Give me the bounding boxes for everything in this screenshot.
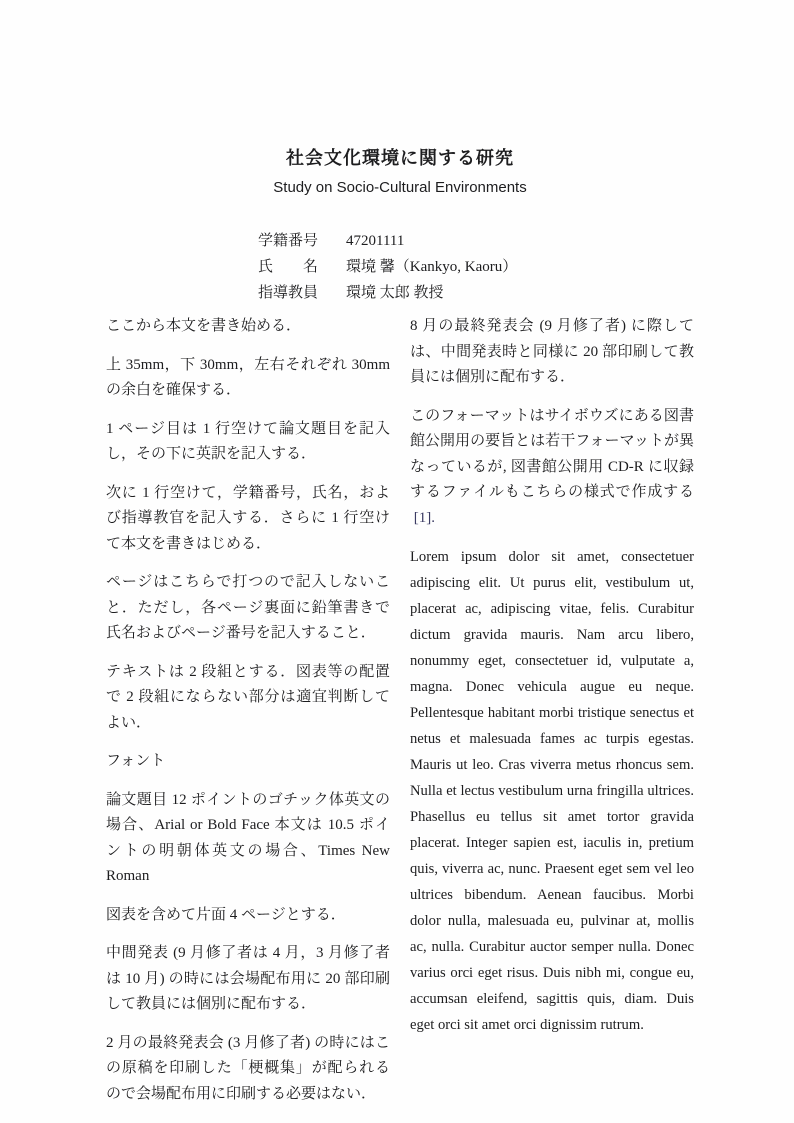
student-id-value: 47201111: [346, 233, 405, 249]
citation-ref: [1].: [413, 509, 435, 526]
paragraph: 上 35mm，下 30mm，左右それぞれ 30mm の余白を確保する．: [106, 356, 390, 398]
paragraph: 図表を含めて片面 4 ページとする．: [106, 906, 346, 923]
paragraph: [410, 404, 694, 532]
author-info-block: [258, 228, 694, 306]
left-column: [106, 314, 390, 1120]
info-row-name: [258, 254, 694, 280]
lorem-paragraph: Lorem ipsum dolor sit amet, consectetuer adipiscing elit. Ut purus elit, vestibulum ut, placerat ac, adipiscing vitae, felis. Curabitur dictum gravida mauris. Nam arcu libero, nonummy eget, consectetuer id, vulputate a, magna. Donec vehicula augue eu neque. Pellentesque habitant morbi tristique senectus et netus et malesuada fames ac turpis egestas. Mauris ut leo. Cras viverra metus rhoncus sem. Nulla et lectus vestibulum urna fringilla ultrices. Phasellus eu tellus sit amet tortor gravida placerat. Integer sapien est, iaculis in, pretium quis, viverra ac, nunc. Praesent eget sem vel leo ultrices bibendum. Aenean faucibus. Morbi dolor nulla, malesuada eu, pulvinar at, mollis ac, nulla. Curabitur auctor semper nulla. Donec varius orci eget risus. Duis nibh mi, congue eu, accumsan eleifend, sagittis quis, diam. Duis eget orci sit amet orci dignissim rutrum.: [410, 549, 694, 1033]
paragraph: テキストは 2 段組とする．図表等の配置で 2 段組にならない部分は適宜判断してよい．: [106, 663, 390, 731]
paragraph: 中間発表 (9 月修了者は 4 月，3 月修了者は 10 月) の時には会場配布用に 20 部印刷して教員には個別に配布する．: [106, 945, 390, 1012]
paragraph-font-heading: フォント: [106, 753, 166, 769]
info-row-student-id: [258, 228, 694, 254]
info-row-advisor: [258, 280, 694, 306]
name-value: 環境 馨（Kankyo, Kaoru）: [346, 259, 518, 275]
paragraph: 論文題目 12 ポイントのゴチック体英文の場合、Arial or Bold Face 本文は 10.5 ポイントの明朝体英文の場合、Times New Roman: [106, 791, 390, 884]
name-label: 氏 名: [258, 259, 319, 275]
advisor-value: 環境 太郎 教授: [346, 285, 444, 301]
two-column-body: [106, 314, 694, 1120]
paragraph: 1 ページ目は 1 行空けて論文題目を記入し，その下に英訳を記入する．: [106, 420, 390, 462]
student-id-label: 学籍番号: [258, 233, 319, 249]
paragraph: 8 月の最終発表会 (9 月修了者) に際しては、中間発表時と同様に 20 部印刷して教員には個別に配布する．: [410, 318, 694, 385]
paragraph: 2 月の最終発表会 (3 月修了者) の時にはこの原稿を印刷した「梗概集」が配られるので会場配布用に印刷する必要はない．: [106, 1034, 390, 1102]
paragraph-text: このフォーマットはサイボウズにある図書館公開用の要旨とは若干フォーマットが異なっているが, 図書館公開用 CD-R に収録するファイルもこちらの様式で作成する: [410, 407, 694, 500]
thesis-title-en: Study on Socio-Cultural Environments: [273, 179, 527, 196]
advisor-label: 指導教員: [258, 285, 319, 301]
paragraph: ここから本文を書き始める．: [106, 318, 302, 334]
paragraph: ページはこちらで打つので記入しないこと．ただし，各ページ裏面に鉛筆書きで氏名およびページ番号を記入すること．: [106, 574, 390, 641]
thesis-title-ja: 社会文化環境に関する研究: [286, 148, 514, 168]
right-column: [410, 314, 694, 1120]
paragraph: 次に 1 行空けて，学籍番号，氏名，および指導教官を記入する．さらに 1 行空けて本文を書きはじめる．: [106, 484, 390, 552]
